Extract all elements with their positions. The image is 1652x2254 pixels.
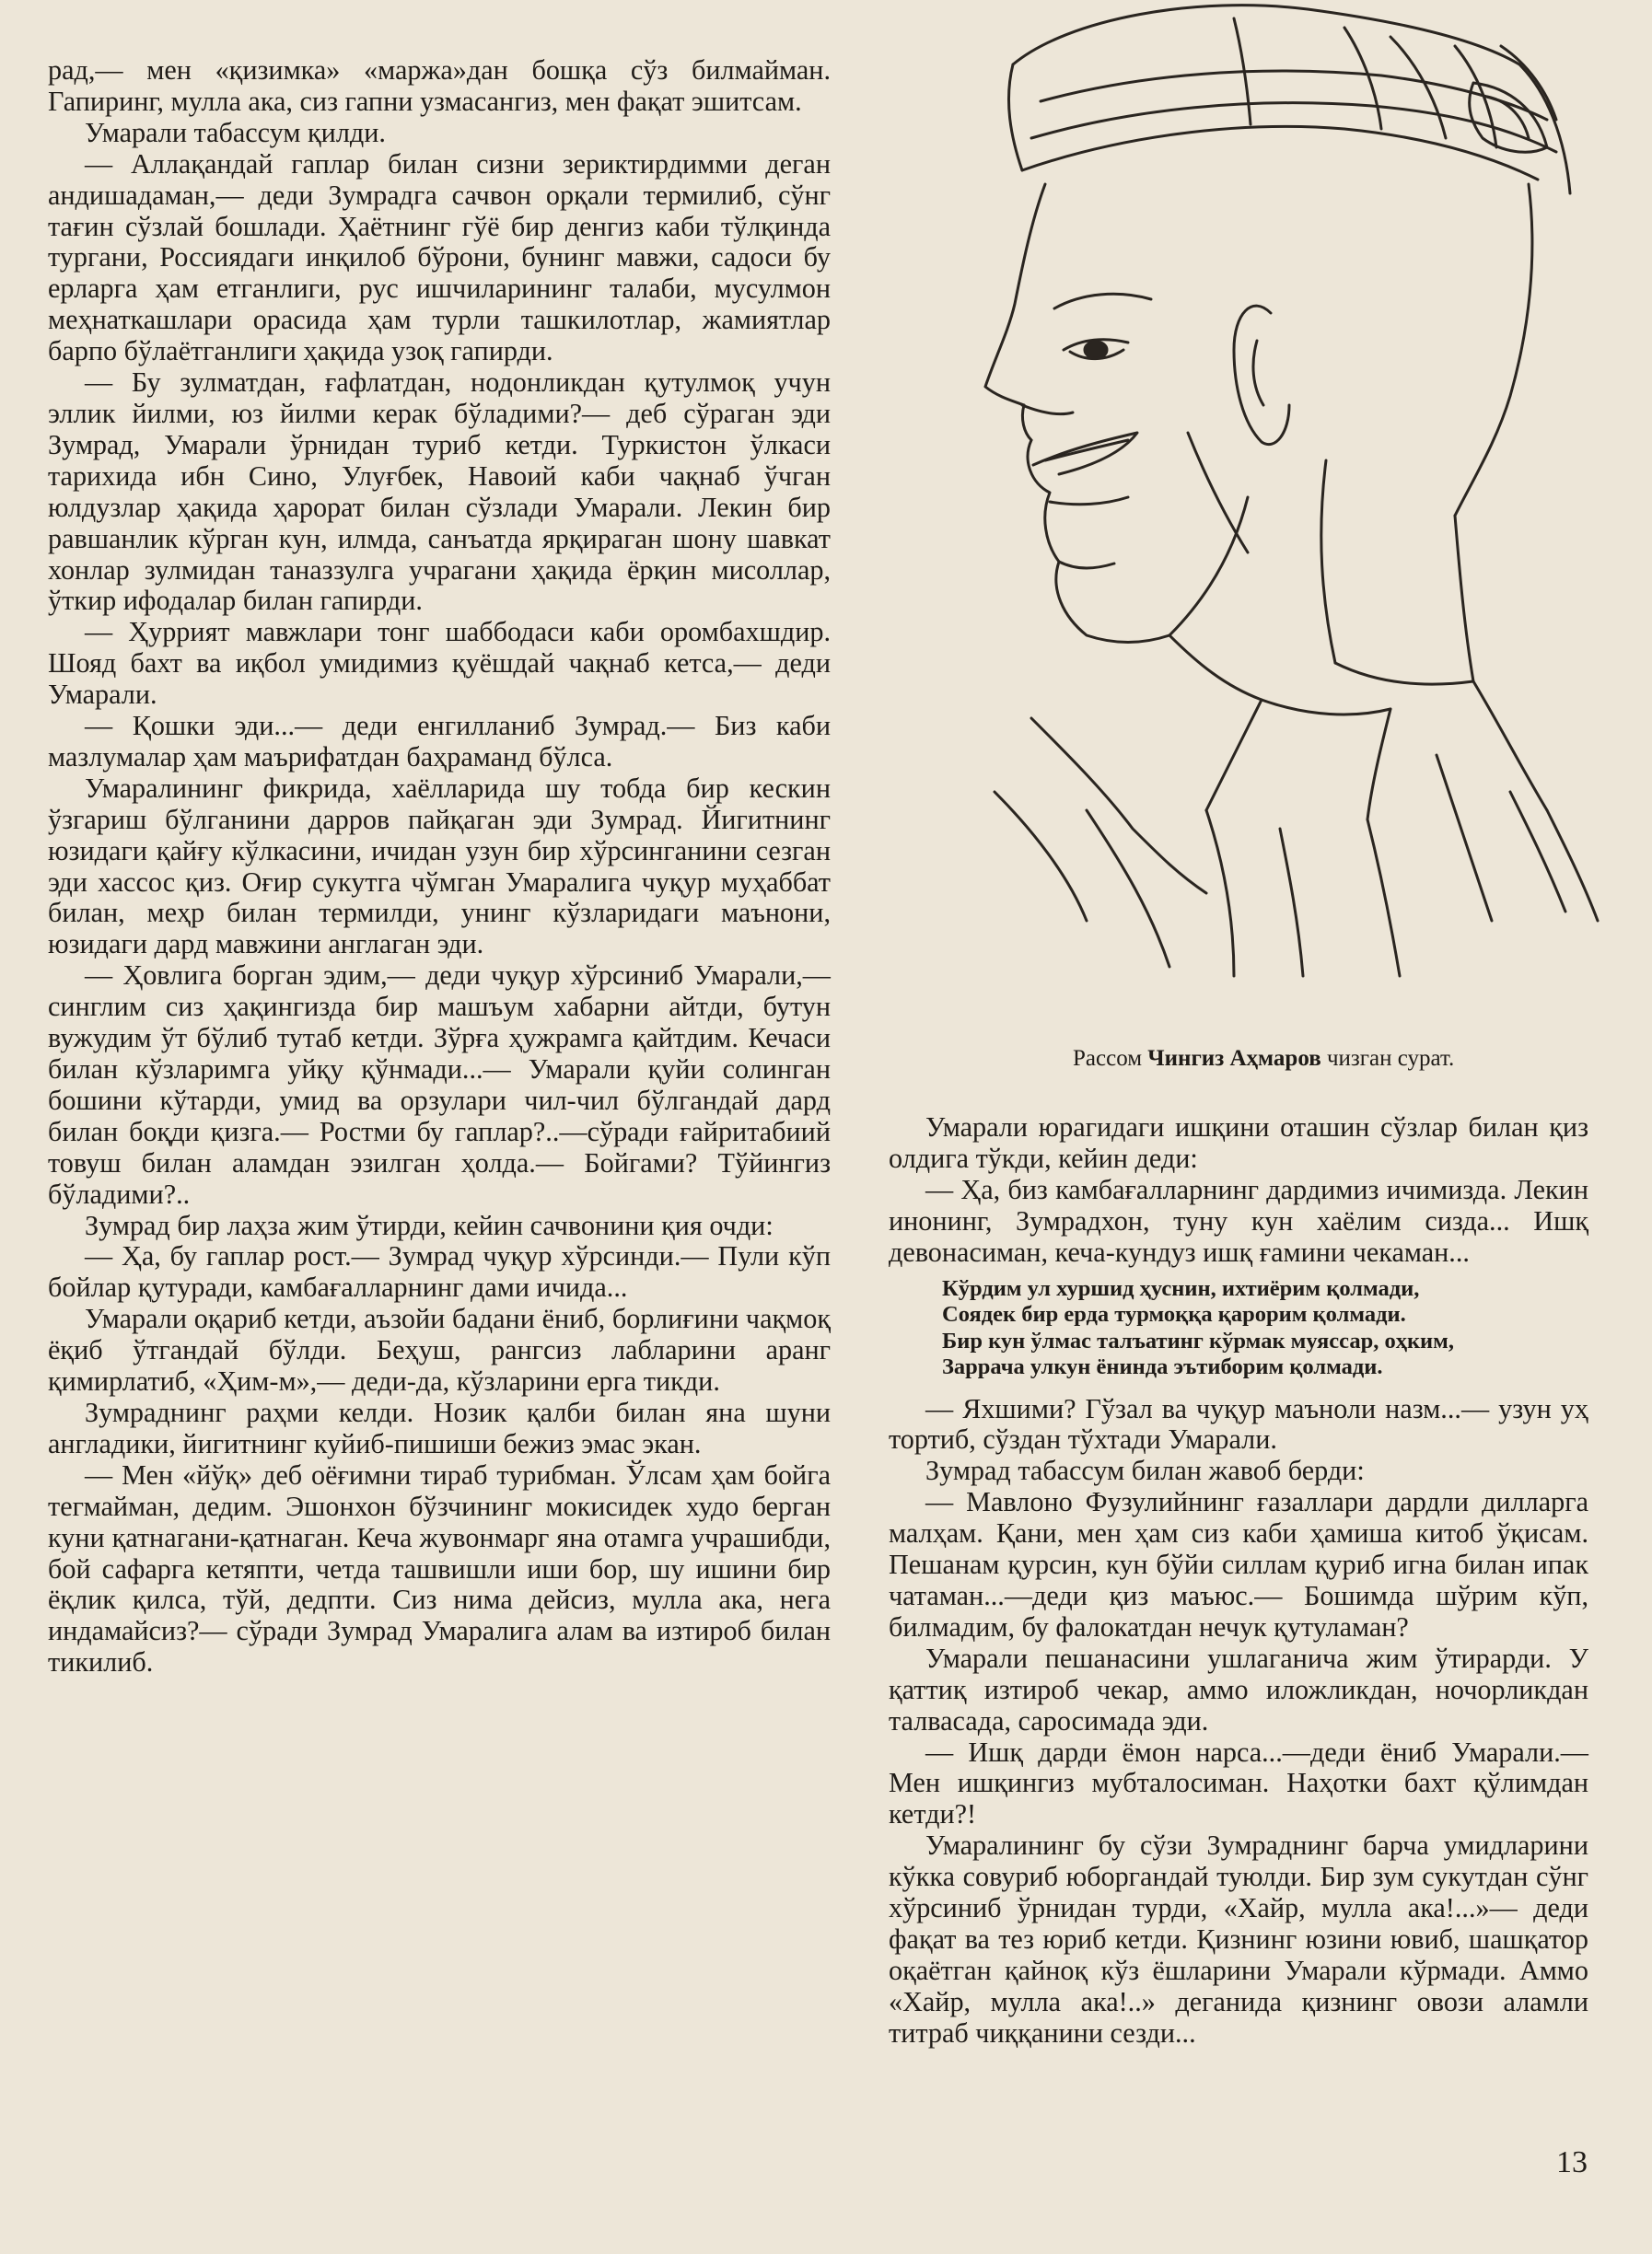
paragraph: рад,— мен «қизимка» «маржа»дан бошқа сўз билмайман. Гапиринг, мулла ака, сиз гапни узмасангиз, мен фақат эшитсам.	[48, 54, 831, 117]
caption-suffix: чизган сурат.	[1320, 1046, 1455, 1071]
paragraph: Умарали юрагидаги ишқини оташин сўзлар билан қиз олдига тўкди, кейин деди:	[889, 1111, 1588, 1174]
paragraph: — Мавлоно Фузулийнинг ғазаллари дардли дилларга малҳам. Қани, мен ҳам сиз каби ҳамиша китоб ўқисам. Пешанам қурсин, кун бўйи силлам қуриб игна билан ипак чатаман...—деди қиз маъюс.— Бошимда шўрим кўп, билмадим, бу фалокатдан нечук қутуламан?	[889, 1486, 1588, 1643]
paragraph: — Яхшими? Гўзал ва чуқур маъноли назм...— узун уҳ тортиб, сўздан тўхтади Умарали.	[889, 1392, 1588, 1456]
poem	[942, 1276, 1588, 1381]
paragraph: Умарали табассум қилди.	[85, 116, 386, 148]
paragraph: Умаралининг фикрида, хаёлларида шу тобда бир кескин ўзгариш бўлганини дарров пайқаган эди Зумрад. Йигитнинг юзидаги қайғу кўлкасини, ичидан узун бир хўрсинганини сезган эди хассос қиз. Оғир сукутга чўмган Умаралига чуқур муҳаббат билан, меҳр билан термилди, унинг кўзларидаги маънони, юзидаги дард мавжини англаган эди.	[48, 772, 831, 960]
poem-line: Соядек бир ерда турмоққа қарорим қолмади.	[942, 1302, 1406, 1328]
poem-line: Кўрдим ул хуршид ҳуснин, ихтиёрим қолмади,	[942, 1275, 1420, 1301]
paragraph: Умаралининг бу сўзи Зумраднинг барча умидларини кўкка совуриб юборгандай туюлди. Бир зум сукутдан сўнг хўрсиниб ўрнидан турди, «Хайр, мулла ака!...»— деди фақат ва тез юриб кетди. Қизнинг юзини ювиб, шашқатор оқаётган қайноқ кўз ёшларини Умарали кўрмади. Аммо «Хайр, мулла ака!..» деганида қизнинг овози аламли титраб чиққанини сезди...	[889, 1830, 1588, 2049]
paragraph: — Ишқ дарди ёмон нарса...—деди ёниб Умарали.—Мен ишқингиз мубталосиман. Наҳотки бахт қўлимдан кетди?!	[889, 1736, 1588, 1830]
paragraph: — Мен «йўқ» деб оёғимни тираб турибман. Ўлсам ҳам бойга тегмайман, дедим. Эшонхон бўзчининг мокисидек худо берган куни қатнагани-қатнаган. Кеча жувонмарг яна отамга учрашибди, бой сафарга кетяпти, четда ташвишли иши бор, шу ишини бир ёқлик қилса, тўй, дедпти. Сиз нима дейсиз, мулла ака, нега индамайсиз?— сўради Зумрад Умаралига алам ва изтироб билан тикилиб.	[48, 1458, 831, 1679]
paragraph: — Аллақандай гаплар билан сизни зериктирдимми деган андишадаман,— деди Зумрадга сачвон орқали термилиб, сўнг тағин сўзлай бошлади. Ҳаётнинг гўё бир денгиз каби тўлқинда тургани, Россиядаги инқилоб бўрони, бунинг мавжи, садоси бу ерларга ҳам етганлиги, рус ишчиларининг талаби, мусулмон меҳнаткашлари орасида ҳам турли ташкилотлар, жамиятлар барпо бўлаётганлиги ҳақида узоқ гапирди.	[48, 147, 831, 367]
paragraph: Умарали оқариб кетди, аъзойи бадани ёниб, борлиғини чақмоқ ёқиб ўтгандай бўлди. Беҳуш, рангсиз лабларини аранг қимирлатиб, «Ҳим-м»,— деди-да, кўзларини ерга тикди.	[48, 1303, 831, 1398]
paragraph: — Ҳуррият мавжлари тонг шаббодаси каби оромбахшдир. Шояд бахт ва иқбол умидимиз қуёшдай чақнаб кетса,— деди Умарали.	[48, 616, 831, 711]
paragraph: Зумраднинг раҳми келди. Нозик қалби билан яна шуни англадики, йигитнинг куйиб-пишиши бежиз эмас экан.	[48, 1396, 831, 1459]
page-number: 13	[1556, 2145, 1588, 2179]
caption-prefix: Рассом	[1073, 1046, 1148, 1071]
paragraph: — Ҳа, бу гаплар рост.— Зумрад чуқур хўрсинди.— Пули кўп бойлар қутуради, камбағалларнинг дами ичида...	[48, 1240, 831, 1304]
paragraph: — Қошки эди...— деди енгилланиб Зумрад.— Биз каби мазлумалар ҳам маърифатдан баҳраманд бўлса.	[48, 710, 831, 773]
paragraph: Зумрад табассум билан жавоб берди:	[925, 1455, 1365, 1487]
left-column	[48, 55, 831, 1679]
caption-artist: Чингиз Аҳмаров	[1147, 1046, 1321, 1071]
paragraph: Зумрад бир лаҳза жим ўтирди, кейин сачвонини қия очди:	[85, 1209, 774, 1241]
paragraph: — Ҳа, биз камбағалларнинг дардимиз ичимизда. Лекин инонинг, Зумрадхон, туну кун хаёлим сизда... Ишқ девонасиман, кеча-кундуз ишқ ғамини чекаман...	[889, 1173, 1588, 1268]
portrait-sketch	[958, 0, 1602, 1031]
poem-line: Бир кун ўлмас талъатинг кўрмак муяссар, оҳким,	[942, 1328, 1454, 1354]
paragraph: — Бу зулматдан, ғафлатдан, нодонликдан қутулмоқ учун эллик йилми, юз йилми керак бўладими?— деб сўраган эди Зумрад, Умарали ўрнидан туриб кетди. Туркистон ўлкаси тарихида ибн Сино, Улуғбек, Навоий каби чақнаб ўчган юлдузлар ҳақида ҳарорат билан сўзлади Умарали. Лекин бир равшанлик кўрган кун, илмда, санъатда ярқираган шону шавкат хонлар зулмидан таназзулга учрагани ҳақида ёрқин мисоллар, ўткир ифодалар билан гапирди.	[48, 366, 831, 617]
right-column	[889, 1112, 1588, 2050]
poem-line: Заррача улкун ёнинда эътиборим қолмади.	[942, 1354, 1383, 1380]
illustration-caption	[1073, 1046, 1454, 1072]
paragraph: Умарали пешанасини ушлаганича жим ўтирарди. У қаттиқ изтироб чекар, аммо иложликдан, ночорликдан талвасада, саросимада эди.	[889, 1642, 1588, 1737]
paragraph: — Ҳовлига борган эдим,— деди чуқур хўрсиниб Умарали,— синглим сиз ҳақингизда бир машъум хабарни айтди, бутун вужудим ўт бўлиб тутаб кетди. Зўрға ҳужрамга қайтдим. Кечаси билан кўзларимга уйқу қўнмади...— Умарали қуйи солинган бошини кўтарди, умид ва орзулари чил-чил бўлгандай дард билан боқди қизга.— Ростми бу гаплар?..—сўради ғайритабиий товуш билан аламдан эзилган ҳолда.— Бойгами? Тўйингиз бўладими?..	[48, 959, 831, 1210]
